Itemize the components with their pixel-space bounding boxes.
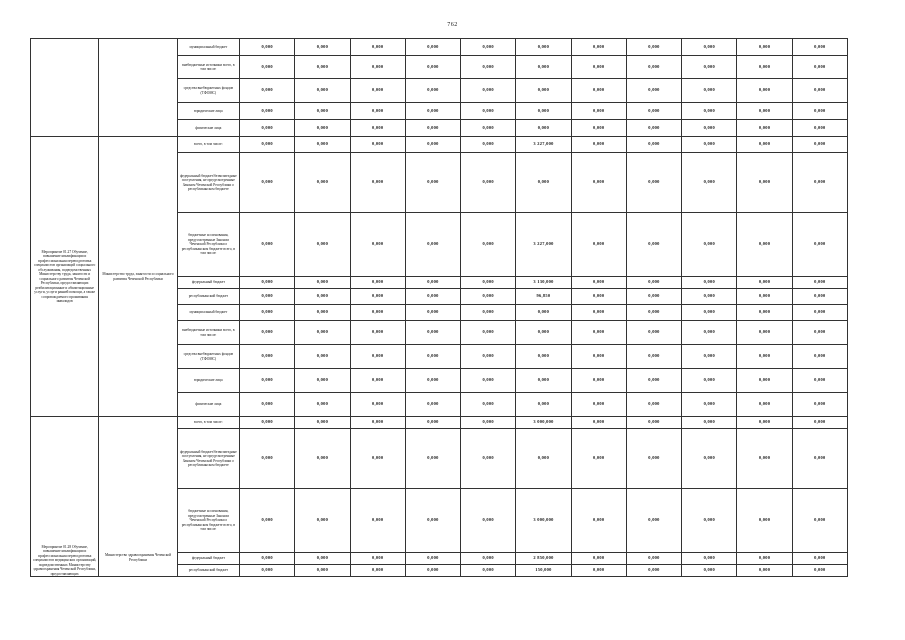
amount-cell: 0,000 <box>240 153 295 213</box>
amount-cell: 0,000 <box>516 103 571 120</box>
amount-cell: 0,000 <box>240 213 295 277</box>
amount-cell: 0,000 <box>240 321 295 345</box>
amount-cell: 0,000 <box>461 565 516 577</box>
amount-cell: 2 850,000 <box>516 553 571 565</box>
amount-cell: 0,000 <box>682 305 737 321</box>
amount-cell: 0,000 <box>682 289 737 305</box>
amount-cell: 0,000 <box>682 277 737 289</box>
amount-cell: 0,000 <box>682 39 737 56</box>
amount-cell: 0,000 <box>405 345 460 369</box>
responsible-cell: Министерство труда, занятости и социального развития Чеченской Республики <box>99 137 177 417</box>
amount-cell: 0,000 <box>405 553 460 565</box>
funding-source-cell: юридические лица <box>177 369 239 393</box>
amount-cell: 0,000 <box>405 489 460 553</box>
amount-cell: 0,000 <box>461 321 516 345</box>
amount-cell: 0,000 <box>516 393 571 417</box>
amount-cell: 0,000 <box>350 429 405 489</box>
amount-cell: 0,000 <box>350 39 405 56</box>
amount-cell: 0,000 <box>737 56 792 79</box>
amount-cell: 0,000 <box>571 103 626 120</box>
amount-cell: 0,000 <box>682 103 737 120</box>
table-row <box>31 137 848 153</box>
funding-source-cell: федеральный бюджет/безвозмездные поступления, не предусмотренные Законом Чеченской Республики о республиканском бюджете <box>177 153 239 213</box>
amount-cell: 0,000 <box>682 489 737 553</box>
amount-cell: 0,000 <box>350 137 405 153</box>
amount-cell: 0,000 <box>571 489 626 553</box>
amount-cell: 0,000 <box>737 553 792 565</box>
amount-cell: 0,000 <box>682 79 737 103</box>
amount-cell: 0,000 <box>737 565 792 577</box>
amount-cell: 0,000 <box>516 429 571 489</box>
amount-cell: 0,000 <box>792 289 847 305</box>
amount-cell: 0,000 <box>737 39 792 56</box>
amount-cell: 0,000 <box>350 56 405 79</box>
amount-cell: 0,000 <box>350 103 405 120</box>
amount-cell: 0,000 <box>792 417 847 429</box>
funding-source-cell: внебюджетные источники всего, в том числе: <box>177 56 239 79</box>
amount-cell: 0,000 <box>461 153 516 213</box>
amount-cell: 0,000 <box>792 213 847 277</box>
amount-cell: 0,000 <box>571 345 626 369</box>
amount-cell: 0,000 <box>350 489 405 553</box>
amount-cell: 0,000 <box>626 56 681 79</box>
event-name-cell: Мероприятие 01.28 Обучение, повышение квалификации и профессиональная переподготовка специалистов медицинских организаций, подведомственных Министерству здравоохранения Чеченской Республики, предоставляющих <box>31 417 99 577</box>
amount-cell: 0,000 <box>240 137 295 153</box>
amount-cell: 0,000 <box>737 345 792 369</box>
amount-cell: 0,000 <box>240 345 295 369</box>
amount-cell: 0,000 <box>737 417 792 429</box>
amount-cell: 0,000 <box>792 79 847 103</box>
funding-source-cell: всего, в том числе: <box>177 137 239 153</box>
amount-cell: 0,000 <box>461 305 516 321</box>
amount-cell: 0,000 <box>792 120 847 137</box>
amount-cell: 0,000 <box>792 103 847 120</box>
amount-cell: 0,000 <box>405 153 460 213</box>
amount-cell: 0,000 <box>626 393 681 417</box>
amount-cell: 0,000 <box>626 489 681 553</box>
funding-source-cell: муниципальный бюджет <box>177 305 239 321</box>
amount-cell: 0,000 <box>682 369 737 393</box>
amount-cell: 0,000 <box>516 153 571 213</box>
amount-cell: 0,000 <box>571 393 626 417</box>
amount-cell: 0,000 <box>240 56 295 79</box>
amount-cell: 0,000 <box>792 553 847 565</box>
amount-cell: 0,000 <box>626 79 681 103</box>
budget-table <box>30 38 848 577</box>
amount-cell: 0,000 <box>350 321 405 345</box>
amount-cell: 0,000 <box>626 417 681 429</box>
amount-cell: 0,000 <box>405 289 460 305</box>
amount-cell: 0,000 <box>295 393 350 417</box>
amount-cell: 0,000 <box>626 137 681 153</box>
amount-cell: 0,000 <box>682 213 737 277</box>
amount-cell: 0,000 <box>461 137 516 153</box>
amount-cell: 0,000 <box>516 39 571 56</box>
amount-cell: 0,000 <box>792 489 847 553</box>
amount-cell: 0,000 <box>737 153 792 213</box>
amount-cell: 0,000 <box>737 137 792 153</box>
amount-cell: 0,000 <box>571 120 626 137</box>
amount-cell: 0,000 <box>737 277 792 289</box>
amount-cell: 0,000 <box>295 565 350 577</box>
amount-cell: 0,000 <box>682 417 737 429</box>
funding-source-cell: юридические лица <box>177 103 239 120</box>
amount-cell: 0,000 <box>240 489 295 553</box>
amount-cell: 0,000 <box>792 153 847 213</box>
amount-cell: 0,000 <box>792 305 847 321</box>
amount-cell: 0,000 <box>240 39 295 56</box>
amount-cell: 0,000 <box>571 277 626 289</box>
amount-cell: 0,000 <box>571 305 626 321</box>
amount-cell: 0,000 <box>295 345 350 369</box>
amount-cell: 0,000 <box>295 321 350 345</box>
funding-source-cell: республиканский бюджет <box>177 289 239 305</box>
amount-cell: 0,000 <box>295 277 350 289</box>
amount-cell: 0,000 <box>405 321 460 345</box>
amount-cell: 0,000 <box>737 289 792 305</box>
amount-cell: 0,000 <box>571 321 626 345</box>
amount-cell: 0,000 <box>295 489 350 553</box>
amount-cell: 0,000 <box>461 429 516 489</box>
funding-source-cell: физические лица <box>177 393 239 417</box>
amount-cell: 0,000 <box>626 429 681 489</box>
amount-cell: 0,000 <box>792 56 847 79</box>
amount-cell: 0,000 <box>295 56 350 79</box>
amount-cell: 0,000 <box>350 565 405 577</box>
amount-cell: 0,000 <box>405 369 460 393</box>
amount-cell: 0,000 <box>792 429 847 489</box>
funding-source-cell: бюджетные ассигнования, предусмотренные Законом Чеченской Республики о республиканском бюджете всего, в том числе: <box>177 213 239 277</box>
funding-source-cell: федеральный бюджет <box>177 553 239 565</box>
amount-cell: 0,000 <box>682 321 737 345</box>
amount-cell: 0,000 <box>295 369 350 393</box>
amount-cell: 0,000 <box>682 120 737 137</box>
amount-cell: 0,000 <box>405 120 460 137</box>
amount-cell: 0,000 <box>516 120 571 137</box>
amount-cell: 0,000 <box>682 137 737 153</box>
amount-cell: 0,000 <box>350 369 405 393</box>
amount-cell: 0,000 <box>626 321 681 345</box>
amount-cell: 0,000 <box>626 120 681 137</box>
table-row <box>31 417 848 429</box>
amount-cell: 0,000 <box>461 56 516 79</box>
amount-cell: 0,000 <box>682 56 737 79</box>
amount-cell: 0,000 <box>792 277 847 289</box>
amount-cell: 0,000 <box>461 289 516 305</box>
amount-cell: 0,000 <box>516 79 571 103</box>
amount-cell: 0,000 <box>516 345 571 369</box>
amount-cell: 0,000 <box>240 369 295 393</box>
amount-cell: 0,000 <box>295 39 350 56</box>
amount-cell: 0,000 <box>461 103 516 120</box>
amount-cell: 0,000 <box>792 137 847 153</box>
amount-cell: 0,000 <box>240 565 295 577</box>
amount-cell: 0,000 <box>461 345 516 369</box>
funding-source-cell: федеральный бюджет/безвозмездные поступления, не предусмотренные Законом Чеченской Республики о республиканском бюджете <box>177 429 239 489</box>
amount-cell: 0,000 <box>350 120 405 137</box>
responsible-cell <box>99 39 177 137</box>
amount-cell: 0,000 <box>405 277 460 289</box>
amount-cell: 0,000 <box>350 305 405 321</box>
amount-cell: 0,000 <box>295 103 350 120</box>
funding-source-cell: средства внебюджетных фондов (ТФОМС) <box>177 345 239 369</box>
amount-cell: 0,000 <box>737 321 792 345</box>
amount-cell: 0,000 <box>682 393 737 417</box>
amount-cell: 0,000 <box>350 277 405 289</box>
amount-cell: 0,000 <box>295 137 350 153</box>
amount-cell: 0,000 <box>626 277 681 289</box>
funding-source-cell: бюджетные ассигнования, предусмотренные Законом Чеченской Республики о республиканском бюджете всего, в том числе: <box>177 489 239 553</box>
amount-cell: 0,000 <box>516 305 571 321</box>
amount-cell: 0,000 <box>737 429 792 489</box>
amount-cell: 0,000 <box>405 137 460 153</box>
amount-cell: 0,000 <box>626 369 681 393</box>
amount-cell: 0,000 <box>405 213 460 277</box>
amount-cell: 0,000 <box>792 39 847 56</box>
amount-cell: 0,000 <box>626 553 681 565</box>
amount-cell: 3 227,000 <box>516 137 571 153</box>
page-number: 762 <box>447 22 458 28</box>
amount-cell: 0,000 <box>737 79 792 103</box>
amount-cell: 3 000,000 <box>516 417 571 429</box>
amount-cell: 0,000 <box>350 345 405 369</box>
amount-cell: 0,000 <box>626 565 681 577</box>
amount-cell: 0,000 <box>461 277 516 289</box>
amount-cell: 0,000 <box>240 305 295 321</box>
amount-cell: 0,000 <box>405 39 460 56</box>
amount-cell: 0,000 <box>737 120 792 137</box>
amount-cell: 0,000 <box>295 305 350 321</box>
funding-source-cell: федеральный бюджет <box>177 277 239 289</box>
amount-cell: 0,000 <box>350 417 405 429</box>
amount-cell: 3 227,000 <box>516 213 571 277</box>
amount-cell: 0,000 <box>737 305 792 321</box>
amount-cell: 0,000 <box>240 553 295 565</box>
amount-cell: 0,000 <box>792 565 847 577</box>
amount-cell: 0,000 <box>240 120 295 137</box>
amount-cell: 0,000 <box>682 429 737 489</box>
amount-cell: 0,000 <box>405 429 460 489</box>
amount-cell: 0,000 <box>571 79 626 103</box>
amount-cell: 150,000 <box>516 565 571 577</box>
amount-cell: 0,000 <box>240 393 295 417</box>
amount-cell: 0,000 <box>350 79 405 103</box>
amount-cell: 0,000 <box>571 39 626 56</box>
amount-cell: 0,000 <box>240 79 295 103</box>
amount-cell: 0,000 <box>461 393 516 417</box>
amount-cell: 96,850 <box>516 289 571 305</box>
amount-cell: 0,000 <box>405 565 460 577</box>
event-name-cell: Мероприятие 01.27 Обучение, повышение квалификации и профессиональная переподготовка специалистов организаций социального обслуживания, подведомственных Министерству труда, занятости и социального развития Чеченской Республики, предоставляющих реабилитационные и абилитационные услуги, услуги ранней помощи, а также сопровождаемого проживания инвалидов <box>31 137 99 417</box>
funding-source-cell: внебюджетные источники всего, в том числе: <box>177 321 239 345</box>
amount-cell: 0,000 <box>571 137 626 153</box>
amount-cell: 0,000 <box>240 277 295 289</box>
amount-cell: 0,000 <box>405 393 460 417</box>
amount-cell: 0,000 <box>295 120 350 137</box>
table-row <box>31 39 848 56</box>
amount-cell: 0,000 <box>516 321 571 345</box>
amount-cell: 0,000 <box>626 345 681 369</box>
amount-cell: 0,000 <box>792 345 847 369</box>
funding-source-cell: всего, в том числе: <box>177 417 239 429</box>
amount-cell: 0,000 <box>626 213 681 277</box>
amount-cell: 0,000 <box>737 213 792 277</box>
funding-source-cell: республиканский бюджет <box>177 565 239 577</box>
funding-source-cell: муниципальный бюджет <box>177 39 239 56</box>
amount-cell: 0,000 <box>626 305 681 321</box>
amount-cell: 0,000 <box>737 369 792 393</box>
amount-cell: 0,000 <box>571 289 626 305</box>
amount-cell: 0,000 <box>240 289 295 305</box>
amount-cell: 0,000 <box>626 289 681 305</box>
amount-cell: 0,000 <box>405 56 460 79</box>
amount-cell: 0,000 <box>461 489 516 553</box>
amount-cell: 0,000 <box>350 393 405 417</box>
amount-cell: 0,000 <box>626 103 681 120</box>
amount-cell: 0,000 <box>737 489 792 553</box>
responsible-cell: Министерство здравоохранения Чеченской Республики <box>99 417 177 577</box>
amount-cell: 0,000 <box>737 103 792 120</box>
amount-cell: 0,000 <box>350 553 405 565</box>
amount-cell: 0,000 <box>792 369 847 393</box>
amount-cell: 0,000 <box>240 103 295 120</box>
amount-cell: 0,000 <box>792 393 847 417</box>
amount-cell: 0,000 <box>516 56 571 79</box>
budget-table-sheet <box>30 38 848 577</box>
amount-cell: 0,000 <box>295 553 350 565</box>
amount-cell: 0,000 <box>571 153 626 213</box>
amount-cell: 3 130,000 <box>516 277 571 289</box>
amount-cell: 0,000 <box>405 305 460 321</box>
amount-cell: 0,000 <box>461 39 516 56</box>
funding-source-cell: средства внебюджетных фондов (ТФОМС) <box>177 79 239 103</box>
amount-cell: 0,000 <box>571 369 626 393</box>
amount-cell: 0,000 <box>626 153 681 213</box>
amount-cell: 0,000 <box>461 553 516 565</box>
amount-cell: 3 000,000 <box>516 489 571 553</box>
budget-table-body <box>31 39 848 577</box>
amount-cell: 0,000 <box>295 429 350 489</box>
amount-cell: 0,000 <box>626 39 681 56</box>
amount-cell: 0,000 <box>571 417 626 429</box>
amount-cell: 0,000 <box>461 79 516 103</box>
amount-cell: 0,000 <box>461 120 516 137</box>
amount-cell: 0,000 <box>350 289 405 305</box>
amount-cell: 0,000 <box>240 429 295 489</box>
event-name-cell <box>31 39 99 137</box>
amount-cell: 0,000 <box>571 429 626 489</box>
amount-cell: 0,000 <box>461 213 516 277</box>
amount-cell: 0,000 <box>295 417 350 429</box>
amount-cell: 0,000 <box>516 369 571 393</box>
amount-cell: 0,000 <box>350 213 405 277</box>
amount-cell: 0,000 <box>792 321 847 345</box>
amount-cell: 0,000 <box>682 153 737 213</box>
amount-cell: 0,000 <box>405 79 460 103</box>
amount-cell: 0,000 <box>405 103 460 120</box>
amount-cell: 0,000 <box>295 289 350 305</box>
funding-source-cell: физические лица <box>177 120 239 137</box>
amount-cell: 0,000 <box>682 345 737 369</box>
amount-cell: 0,000 <box>295 79 350 103</box>
amount-cell: 0,000 <box>405 417 460 429</box>
amount-cell: 0,000 <box>350 153 405 213</box>
amount-cell: 0,000 <box>737 393 792 417</box>
amount-cell: 0,000 <box>240 417 295 429</box>
amount-cell: 0,000 <box>295 153 350 213</box>
amount-cell: 0,000 <box>295 213 350 277</box>
amount-cell: 0,000 <box>571 213 626 277</box>
amount-cell: 0,000 <box>571 565 626 577</box>
amount-cell: 0,000 <box>461 369 516 393</box>
amount-cell: 0,000 <box>461 417 516 429</box>
amount-cell: 0,000 <box>571 553 626 565</box>
amount-cell: 0,000 <box>571 56 626 79</box>
amount-cell: 0,000 <box>682 565 737 577</box>
amount-cell: 0,000 <box>682 553 737 565</box>
